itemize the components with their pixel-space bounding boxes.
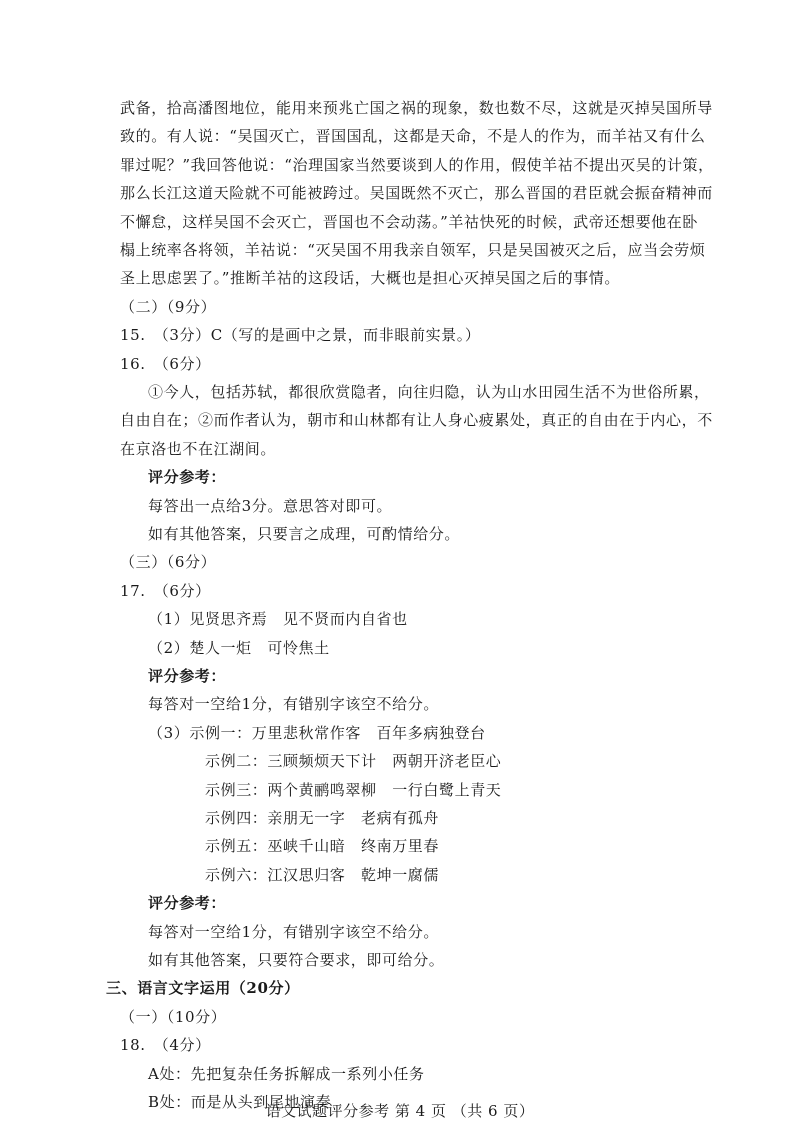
answer-text: （1）见贤思齐焉 见不贤而内自省也	[148, 610, 408, 629]
question-17: 17. （6分）	[120, 581, 211, 600]
scoring-reference-heading: 评分参考：	[148, 468, 227, 487]
example-line: 示例五：巫峡千山暗 终南万里春	[205, 837, 440, 856]
text-line: 罪过呢？”我回答他说：“治理国家当然要谈到人的作用，假使羊祜不提出灭吴的计策，	[120, 155, 714, 174]
text-line: 圣上思虑罢了。”推断羊祜的这段话，大概也是担心灭掉吴国之后的事情。	[120, 269, 620, 288]
text-line: 那么长江这道天险就不可能被跨过。吴国既然不灭亡，那么晋国的君臣就会振奋精神而	[120, 184, 713, 203]
scoring-note: 每答对一空给1分，有错别字该空不给分。	[148, 695, 439, 714]
section-heading: （一）（10分）	[120, 1007, 227, 1026]
question-18: 18. （4分）	[120, 1036, 211, 1055]
question-15: 15. （3分）C（写的是画中之景，而非眼前实景。）	[120, 326, 481, 345]
example-line: 示例二：三顾频烦天下计 两朝开济老臣心	[205, 752, 502, 771]
answer-text: （3）示例一：万里悲秋常作客 百年多病独登台	[148, 723, 486, 742]
page-footer: 语文试题评分参考 第 4 页 （共 6 页）	[265, 1102, 535, 1120]
answer-text: B处：而是从头到尾地演奏	[148, 1093, 332, 1111]
scoring-reference-heading: 评分参考：	[148, 894, 227, 913]
answer-text: 自由自在；②而作者认为，朝市和山林都有让人身心疲累处，真正的自由在于内心，不	[120, 411, 713, 430]
text-line: 武备，拾高潘图地位，能用来预兆亡国之祸的现象，数也数不尽，这就是灭掉吴国所导	[120, 99, 713, 117]
text-line: 榻上统率各将领，羊祜说：“灭吴国不用我亲自领军，只是吴国被灭之后，应当会劳烦	[120, 241, 706, 259]
answer-text: A处：先把复杂任务拆解成一系列小任务	[148, 1064, 425, 1083]
scoring-note: 如有其他答案，只要言之成理，可酌情给分。	[148, 525, 461, 543]
text-line: 致的。有人说：“吴国灭亡，晋国国乱，这都是天命，不是人的作为，而羊祜又有什么	[120, 127, 706, 146]
scoring-reference-heading: 评分参考：	[148, 667, 227, 685]
answer-text: （2）楚人一炬 可怜焦土	[148, 638, 330, 657]
example-line: 示例六：江汉思归客 乾坤一腐儒	[205, 865, 440, 884]
answer-text: ①今人，包括苏轼，都很欣赏隐者，向往归隐，认为山水田园生活不为世俗所累，	[148, 383, 710, 401]
scoring-note: 如有其他答案，只要符合要求，即可给分。	[148, 951, 445, 969]
part-heading: 三、语言文字运用（20分）	[106, 979, 300, 998]
section-heading: （二）（9分）	[120, 297, 217, 316]
example-line: 示例四：亲朋无一字 老病有孤舟	[205, 809, 440, 827]
example-line: 示例三：两个黄鹂鸣翠柳 一行白鹭上青天	[205, 780, 502, 799]
scoring-note: 每答对一空给1分，有错别字该空不给分。	[148, 922, 439, 941]
scoring-note: 每答出一点给3分。意思答对即可。	[148, 496, 393, 515]
question-16: 16. （6分）	[120, 354, 211, 373]
section-heading: （三）（6分）	[120, 553, 217, 572]
text-line: 不懈怠，这样吴国不会灭亡，晋国也不会动荡。”羊祜快死的时候，武帝还想要他在卧	[120, 212, 698, 231]
answer-text: 在京洛也不在江湖间。	[120, 439, 277, 458]
